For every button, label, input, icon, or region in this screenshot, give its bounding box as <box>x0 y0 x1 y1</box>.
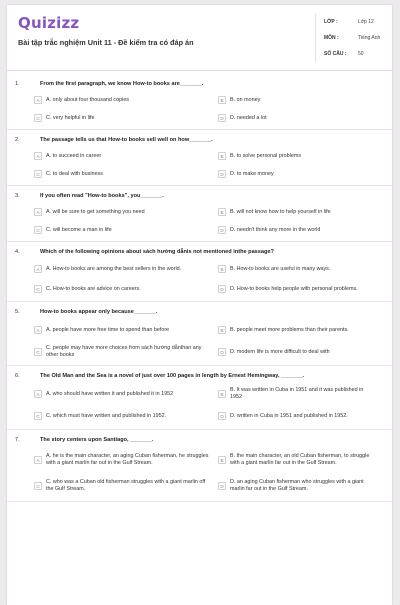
worksheet-header <box>7 5 392 71</box>
option-letter-box: D <box>218 348 226 356</box>
option-text: D. written in Cuba in 1951 and published in 1952. <box>230 412 348 419</box>
answer-option[interactable] <box>34 224 218 236</box>
option-text: A. only about four thousand copies <box>46 96 130 103</box>
answer-option[interactable] <box>218 94 378 106</box>
question-text: Which of the following opinions about sách hướng dẫnis not mentioned inthe passage? <box>40 249 274 255</box>
option-text: A. How-to books are among the best sellers in the world. <box>46 265 182 272</box>
worksheet-page <box>7 5 392 605</box>
answer-option[interactable] <box>218 224 378 236</box>
answer-option[interactable] <box>34 282 218 296</box>
question-4 <box>7 245 392 302</box>
option-letter-box: A <box>34 208 42 216</box>
option-text: D. to make money <box>230 170 274 177</box>
option-text: B. the main character, an old Cuban fisherman, to struggle with a giant marlin far out in the Gulf Stream. <box>230 453 370 466</box>
option-letter-box: A <box>34 326 42 334</box>
option-text: B. to solve personal problems <box>230 152 302 159</box>
answer-option[interactable] <box>34 150 218 162</box>
meta-value: 50 <box>358 51 364 57</box>
meta-subject <box>316 30 392 46</box>
answer-option[interactable] <box>34 262 218 276</box>
question-prompt <box>7 189 392 203</box>
answer-option[interactable] <box>34 94 218 106</box>
option-text: A. will be sure to get something you need <box>46 208 145 215</box>
answer-option[interactable] <box>34 322 218 338</box>
answer-option[interactable] <box>34 168 218 180</box>
option-text: A. who should have written it and published it in 1952 <box>46 390 174 397</box>
option-letter-box: C <box>34 114 42 122</box>
quizizz-logo: Quizizz <box>18 14 80 32</box>
question-divider <box>7 241 392 242</box>
question-text: The story centers upon Santiago, _______. <box>40 437 154 443</box>
question-prompt <box>7 77 392 91</box>
question-divider <box>7 429 392 430</box>
answer-option[interactable] <box>218 344 378 360</box>
answer-option[interactable] <box>218 206 378 218</box>
question-divider <box>7 501 392 502</box>
option-letter-box: C <box>34 226 42 234</box>
option-letter-box: B <box>218 96 226 104</box>
option-text: D. needn't think any more in the world <box>230 226 321 233</box>
meta-value: Tiếng Anh <box>358 35 381 41</box>
answer-option[interactable] <box>34 476 218 496</box>
question-number: 7. <box>15 437 20 443</box>
question-number: 4. <box>15 249 20 255</box>
question-prompt <box>7 369 392 383</box>
option-text: A. people have more free time to spend than before <box>46 326 170 333</box>
option-letter-box: C <box>34 348 42 356</box>
option-letter-box: A <box>34 265 42 273</box>
option-text: D. modern life is more difficult to deal with <box>230 348 330 355</box>
option-text: B. It was written in Cuba in 1951 and it was published in 1952 <box>230 387 364 400</box>
question-number: 3. <box>15 193 20 199</box>
question-number: 6. <box>15 373 20 379</box>
option-text: C. will become a man in life <box>46 226 112 233</box>
option-letter-box: D <box>218 170 226 178</box>
option-text: B. on money <box>230 96 261 103</box>
question-text: How-to books appear only because_______. <box>40 309 158 315</box>
option-letter-box: B <box>218 390 226 398</box>
option-letter-box: D <box>218 226 226 234</box>
option-letter-box: C <box>34 170 42 178</box>
option-text: C. who was a Cuban old fisherman struggles with a giant marlin off the Gulf Stream. <box>46 479 206 492</box>
option-letter-box: D <box>218 412 226 420</box>
option-letter-box: C <box>34 285 42 293</box>
option-text: C. which must have written and published in 1952. <box>46 412 167 419</box>
question-divider <box>7 365 392 366</box>
option-letter-box: B <box>218 326 226 334</box>
meta-key: MÔN : <box>324 35 339 41</box>
option-text: B. people meet more problems than their parents. <box>230 326 349 333</box>
answer-option[interactable] <box>34 344 218 360</box>
meta-question-count <box>316 46 392 62</box>
answer-option[interactable] <box>218 168 378 180</box>
option-letter-box: B <box>218 152 226 160</box>
option-text: C. people may have more choices from sách hướng dẫnthan any other books <box>46 345 202 358</box>
question-text: The passage tells us that How-to books sell well on how_______. <box>40 137 213 143</box>
answer-option[interactable] <box>218 262 378 276</box>
question-divider <box>7 185 392 186</box>
question-text: If you often read "How-to books", you_______. <box>40 193 164 199</box>
answer-option[interactable] <box>218 112 378 124</box>
question-1 <box>7 77 392 130</box>
option-letter-box: A <box>34 390 42 398</box>
question-prompt <box>7 133 392 147</box>
option-letter-box: C <box>34 482 42 490</box>
answer-option[interactable] <box>218 450 378 470</box>
option-letter-box: D <box>218 285 226 293</box>
answer-option[interactable] <box>34 206 218 218</box>
worksheet-title: Bài tập trắc nghiệm Unit 11 - Đề kiểm tra có đáp án <box>18 38 194 47</box>
meta-key: LỚP : <box>324 19 338 25</box>
question-5 <box>7 305 392 366</box>
answer-option[interactable] <box>218 150 378 162</box>
option-letter-box: B <box>218 456 226 464</box>
option-text: C. to deal with business <box>46 170 103 177</box>
option-letter-box: B <box>218 265 226 273</box>
answer-option[interactable] <box>218 408 378 424</box>
option-text: C. very helpful in life <box>46 114 95 121</box>
answer-option[interactable] <box>218 282 378 296</box>
question-6 <box>7 369 392 430</box>
question-text: From the first paragraph, we know How-to books are_______. <box>40 81 204 87</box>
option-letter-box: D <box>218 482 226 490</box>
answer-option[interactable] <box>34 450 218 470</box>
option-text: A. he is the main character, an aging Cuban fisherman, he struggles with a giant marlin far out in the Gulf Stream. <box>46 453 209 466</box>
answer-option[interactable] <box>34 386 218 402</box>
option-text: D. an aging Cuban fisherman who struggles with a giant marlin far out in the Gulf Stream. <box>230 479 364 492</box>
question-number: 5. <box>15 309 20 315</box>
option-text: D. How-to books help people with personal problems. <box>230 285 358 292</box>
question-list <box>7 77 392 505</box>
option-text: C. How-to books are advice on careers. <box>46 285 141 292</box>
option-letter-box: D <box>218 114 226 122</box>
option-letter-box: A <box>34 152 42 160</box>
question-3 <box>7 189 392 242</box>
meta-value: Lớp 12 <box>358 19 374 25</box>
option-text: D. needed a lot <box>230 114 267 121</box>
option-letter-box: B <box>218 208 226 216</box>
question-2 <box>7 133 392 186</box>
question-7 <box>7 433 392 502</box>
question-number: 2. <box>15 137 20 143</box>
answer-option[interactable] <box>218 322 378 338</box>
option-text: B. How-to books are useful in many ways. <box>230 265 331 272</box>
option-letter-box: A <box>34 96 42 104</box>
question-prompt <box>7 433 392 447</box>
meta-key: SỐ CÂU : <box>324 51 347 57</box>
question-divider <box>7 301 392 302</box>
question-text: The Old Man and the Sea is a novel of just over 100 pages in length by Ernest Hemingway, _______. <box>40 373 305 379</box>
option-text: B. will not know how to help yourself in life <box>230 208 331 215</box>
question-divider <box>7 129 392 130</box>
question-prompt <box>7 245 392 259</box>
question-number: 1. <box>15 81 20 87</box>
worksheet-meta <box>315 14 392 62</box>
answer-option[interactable] <box>34 112 218 124</box>
question-prompt <box>7 305 392 319</box>
option-text: A. to succeed in career <box>46 152 102 159</box>
option-letter-box: C <box>34 412 42 420</box>
answer-option[interactable] <box>218 386 378 402</box>
answer-option[interactable] <box>34 408 218 424</box>
option-letter-box: A <box>34 456 42 464</box>
answer-option[interactable] <box>218 476 378 496</box>
meta-class <box>316 14 392 30</box>
